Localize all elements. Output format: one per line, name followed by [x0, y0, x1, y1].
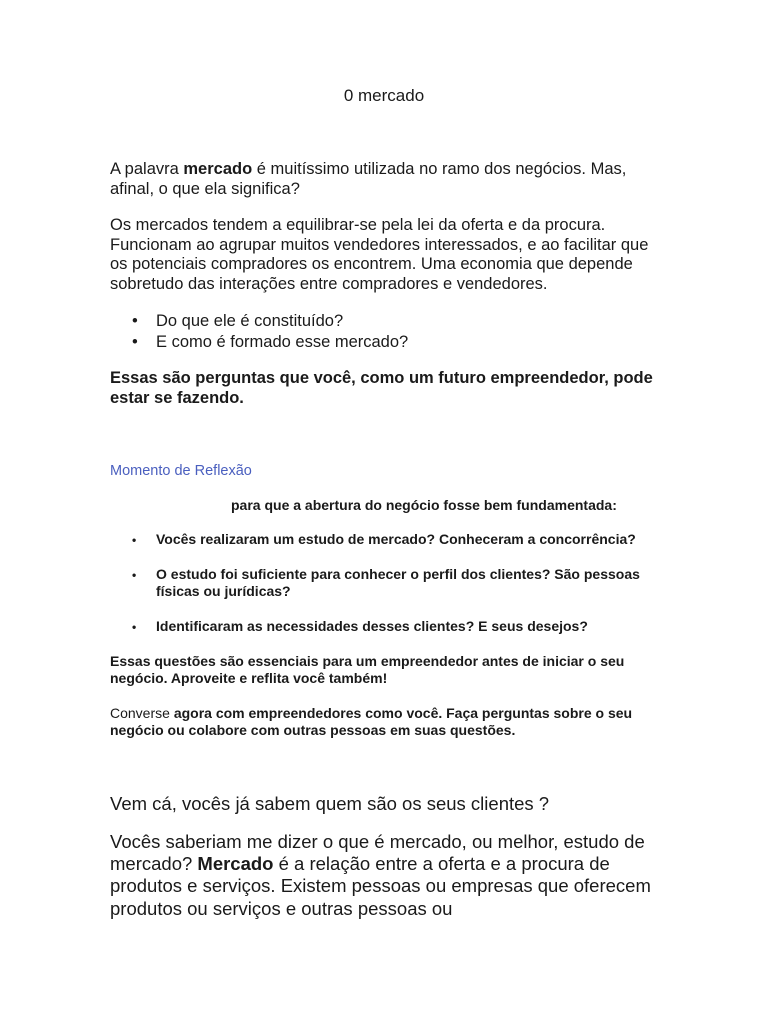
bullet-icon: •	[132, 568, 137, 582]
markets-paragraph: Os mercados tendem a equilibrar-se pela lei da oferta e da procura. Funcionam ao agrupar muitos vendedores interessados, e ao facilitar que os potenciais compradores os encontrem. Uma economia que depende sobretudo das interações entre compradores e vendedores.	[110, 216, 649, 293]
essas-paragraph: Essas questões são essenciais para um empreendedor antes de iniciar o seu negócio. Aproveite e reflita você também!	[110, 653, 625, 686]
intro-text-after: é muitíssimo utilizada no ramo dos negócios. Mas, afinal, o que ela significa?	[110, 160, 627, 198]
list-item	[110, 332, 658, 353]
list-item	[110, 311, 658, 332]
intro-bold-word: mercado	[183, 160, 253, 178]
question-list	[110, 311, 658, 352]
questions-paragraph: Essas são perguntas que você, como um futuro empreendedor, pode estar se fazendo.	[110, 369, 653, 407]
saberiam-bold-word: Mercado	[197, 853, 274, 875]
list-item-text: Do que ele é constituído?	[156, 312, 344, 330]
list-item	[110, 618, 670, 635]
list-item-text: E como é formado esse mercado?	[156, 332, 409, 351]
converse-text-normal: Converse	[110, 705, 174, 721]
reflection-list	[110, 531, 670, 653]
list-item-text: Identificaram as necessidades desses clientes? E seus desejos?	[156, 618, 588, 634]
vemca-paragraph: Vem cá, vocês já sabem quem são os seus clientes ?	[110, 793, 550, 814]
fundamentada-line: para que a abertura do negócio fosse bem fundamentada:	[231, 497, 617, 513]
converse-text-bold: agora com empreendedores como você. Faça perguntas sobre o seu negócio ou colabore com outras pessoas em suas questões.	[110, 705, 633, 738]
list-item	[110, 566, 670, 600]
list-item	[110, 531, 670, 548]
saberiam-text-after: é a relação entre a oferta e a procura de produtos e serviços. Existem pessoas ou empresas que oferecem produtos ou serviços e outras pessoas ou	[110, 853, 651, 919]
converse-paragraph	[110, 705, 670, 739]
bullet-icon: •	[132, 533, 137, 547]
intro-paragraph	[110, 159, 658, 199]
list-item-text: Vocês realizaram um estudo de mercado? Conheceram a concorrência?	[156, 531, 636, 547]
list-item-text: O estudo foi suficiente para conhecer o perfil dos clientes? São pessoas físicas ou jurídicas?	[156, 566, 640, 599]
bullet-icon: •	[132, 332, 138, 351]
bullet-icon: •	[132, 312, 138, 330]
bullet-icon: •	[132, 620, 137, 634]
saberiam-text-before: Vocês saberiam me dizer o que é mercado, ou melhor, estudo de mercado?	[110, 831, 645, 875]
document-title: 0 mercado	[343, 86, 425, 105]
intro-text-before: A palavra	[110, 160, 184, 178]
saberiam-paragraph	[110, 831, 670, 920]
reflection-heading: Momento de Reflexão	[110, 463, 252, 479]
